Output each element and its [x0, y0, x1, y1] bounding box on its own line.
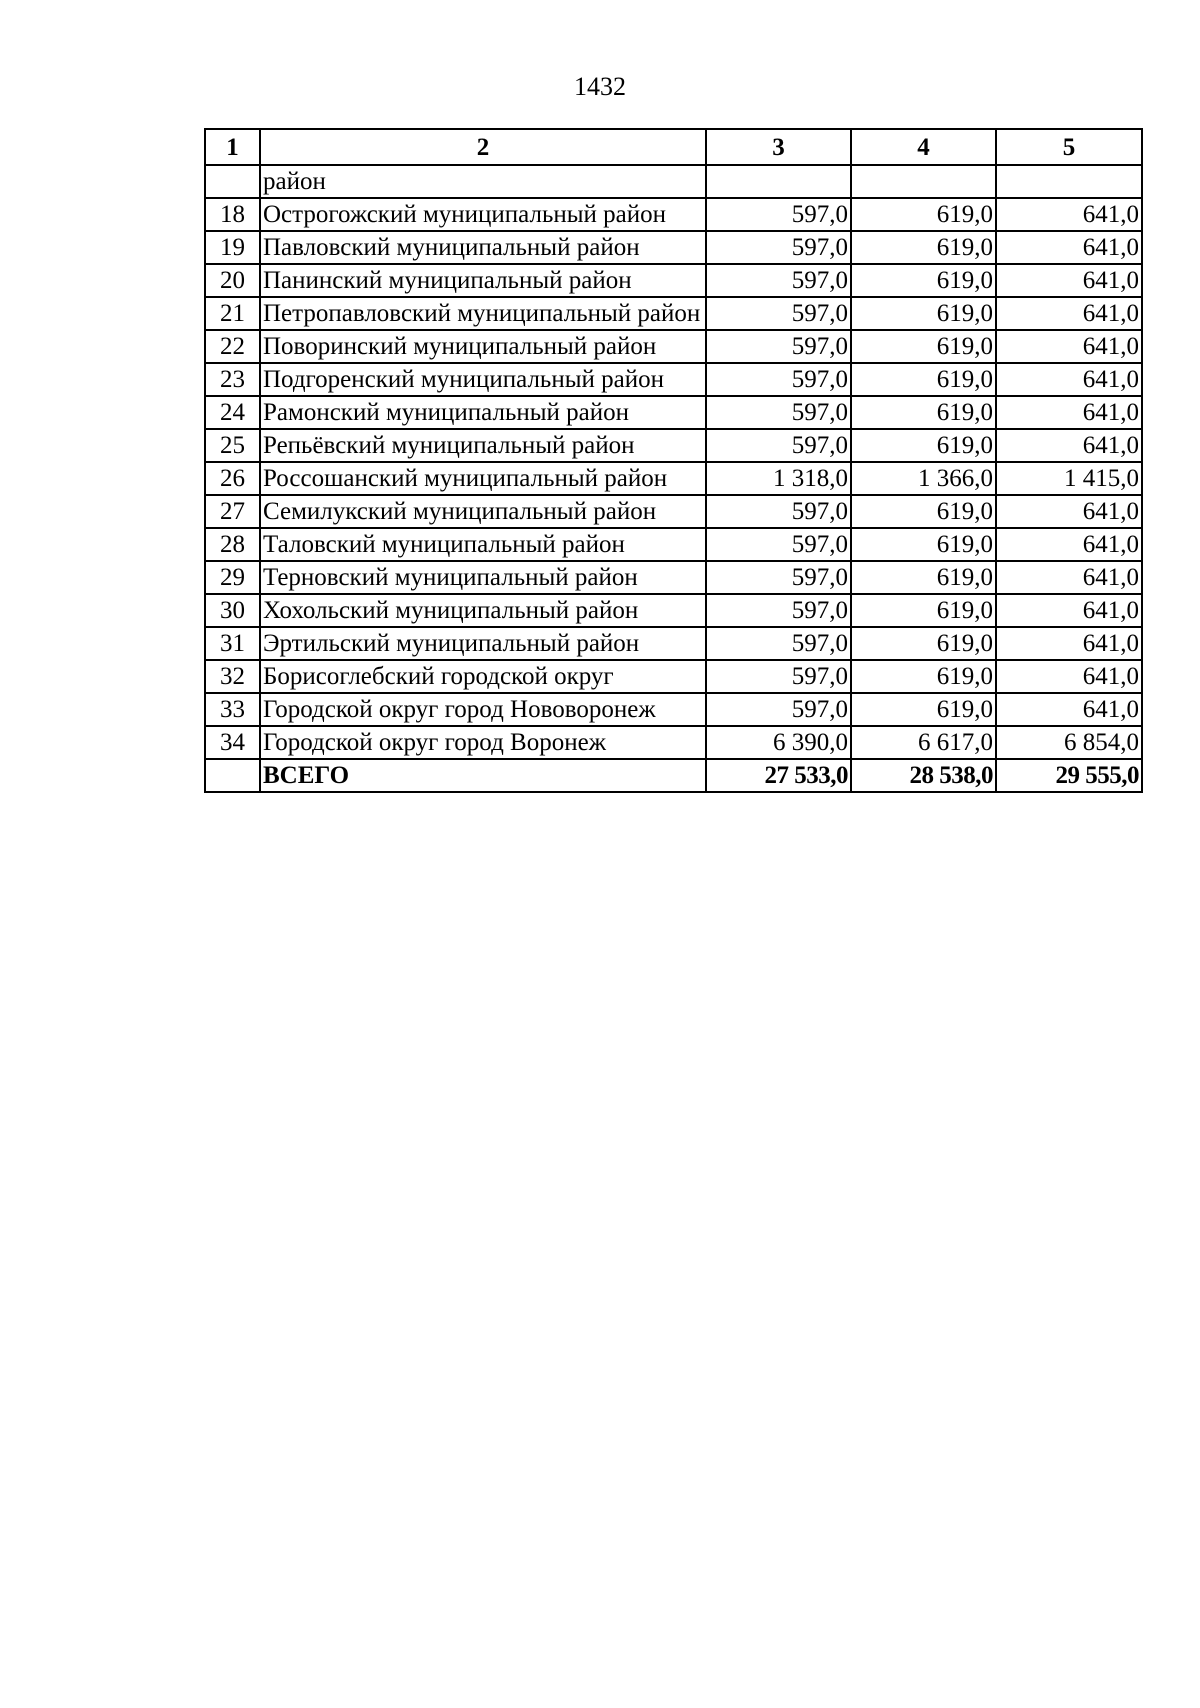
- row-col-4: 619,0: [851, 561, 996, 594]
- row-name: Петропавловский муниципальный район: [260, 297, 706, 330]
- row-col-4: 619,0: [851, 594, 996, 627]
- row-col-5: 641,0: [996, 594, 1142, 627]
- row-number: 20: [205, 264, 260, 297]
- table-row: [205, 693, 1142, 726]
- row-col-3: 597,0: [706, 528, 851, 561]
- row-number: 22: [205, 330, 260, 363]
- total-label: ВСЕГО: [260, 759, 706, 792]
- row-col-4: 619,0: [851, 429, 996, 462]
- table-row: [205, 297, 1142, 330]
- row-col-5: 641,0: [996, 693, 1142, 726]
- table-row: [205, 462, 1142, 495]
- row-col-4: 619,0: [851, 693, 996, 726]
- table-row: [205, 198, 1142, 231]
- table-row: [205, 594, 1142, 627]
- row-col-3: 597,0: [706, 231, 851, 264]
- row-col-5: 641,0: [996, 429, 1142, 462]
- row-name: Городской округ город Нововоронеж: [260, 693, 706, 726]
- row-col-3: 597,0: [706, 297, 851, 330]
- row-number: 23: [205, 363, 260, 396]
- header-col-2: 2: [260, 129, 706, 165]
- row-number: 29: [205, 561, 260, 594]
- row-col-5: 641,0: [996, 363, 1142, 396]
- row-number: 32: [205, 660, 260, 693]
- row-name: Подгоренский муниципальный район: [260, 363, 706, 396]
- row-col-5: 641,0: [996, 330, 1142, 363]
- row-name: Панинский муниципальный район: [260, 264, 706, 297]
- row-name: Хохольский муниципальный район: [260, 594, 706, 627]
- header-col-3: 3: [706, 129, 851, 165]
- header-col-1: 1: [205, 129, 260, 165]
- table-row: [205, 429, 1142, 462]
- table-row: [205, 660, 1142, 693]
- row-col-4: 619,0: [851, 528, 996, 561]
- row-col-3: [706, 165, 851, 198]
- row-number: 34: [205, 726, 260, 759]
- header-col-4: 4: [851, 129, 996, 165]
- table-row: [205, 396, 1142, 429]
- row-col-4: 619,0: [851, 396, 996, 429]
- row-col-3: 597,0: [706, 264, 851, 297]
- row-col-3: 597,0: [706, 693, 851, 726]
- row-number: 27: [205, 495, 260, 528]
- row-col-4: [851, 165, 996, 198]
- row-name: район: [260, 165, 706, 198]
- row-col-3: 597,0: [706, 396, 851, 429]
- row-number: 19: [205, 231, 260, 264]
- row-col-3: 597,0: [706, 495, 851, 528]
- row-name: Рамонский муниципальный район: [260, 396, 706, 429]
- table-row: [205, 726, 1142, 759]
- table-row: [205, 627, 1142, 660]
- row-col-5: 641,0: [996, 627, 1142, 660]
- table-row: [205, 330, 1142, 363]
- row-col-3: 597,0: [706, 198, 851, 231]
- row-number: [205, 165, 260, 198]
- table-row: [205, 264, 1142, 297]
- total-num: [205, 759, 260, 792]
- row-col-4: 619,0: [851, 660, 996, 693]
- row-col-5: 641,0: [996, 561, 1142, 594]
- row-name: Таловский муниципальный район: [260, 528, 706, 561]
- row-number: 18: [205, 198, 260, 231]
- row-col-4: 1 366,0: [851, 462, 996, 495]
- row-name: Городской округ город Воронеж: [260, 726, 706, 759]
- row-number: 30: [205, 594, 260, 627]
- row-number: 25: [205, 429, 260, 462]
- table-row: [205, 363, 1142, 396]
- row-col-3: 597,0: [706, 330, 851, 363]
- total-col-5: 29 555,0: [996, 759, 1142, 792]
- table-row: [205, 495, 1142, 528]
- row-col-5: 6 854,0: [996, 726, 1142, 759]
- row-col-5: 641,0: [996, 297, 1142, 330]
- row-col-3: 597,0: [706, 660, 851, 693]
- row-col-3: 6 390,0: [706, 726, 851, 759]
- row-col-4: 619,0: [851, 627, 996, 660]
- row-col-4: 619,0: [851, 363, 996, 396]
- row-col-3: 597,0: [706, 429, 851, 462]
- row-number: 24: [205, 396, 260, 429]
- row-number: 28: [205, 528, 260, 561]
- row-number: 31: [205, 627, 260, 660]
- row-col-5: 641,0: [996, 660, 1142, 693]
- row-col-4: 619,0: [851, 198, 996, 231]
- row-number: 21: [205, 297, 260, 330]
- row-col-4: 619,0: [851, 264, 996, 297]
- row-number: 26: [205, 462, 260, 495]
- row-col-4: 6 617,0: [851, 726, 996, 759]
- row-col-3: 597,0: [706, 627, 851, 660]
- row-name: Эртильский муниципальный район: [260, 627, 706, 660]
- row-name: Острогожский муниципальный район: [260, 198, 706, 231]
- row-name: Репьёвский муниципальный район: [260, 429, 706, 462]
- table-body: [205, 165, 1142, 792]
- row-col-5: 641,0: [996, 528, 1142, 561]
- row-name: Семилукский муниципальный район: [260, 495, 706, 528]
- row-col-5: 1 415,0: [996, 462, 1142, 495]
- row-col-5: 641,0: [996, 396, 1142, 429]
- row-name: Россошанский муниципальный район: [260, 462, 706, 495]
- table-row: [205, 561, 1142, 594]
- row-col-3: 1 318,0: [706, 462, 851, 495]
- row-col-5: 641,0: [996, 198, 1142, 231]
- row-col-4: 619,0: [851, 231, 996, 264]
- row-number: 33: [205, 693, 260, 726]
- row-name: Терновский муниципальный район: [260, 561, 706, 594]
- table-row: [205, 528, 1142, 561]
- row-col-3: 597,0: [706, 561, 851, 594]
- row-col-5: 641,0: [996, 495, 1142, 528]
- table-row: [205, 165, 1142, 198]
- total-row: [205, 759, 1142, 792]
- row-col-3: 597,0: [706, 594, 851, 627]
- header-col-5: 5: [996, 129, 1142, 165]
- row-col-3: 597,0: [706, 363, 851, 396]
- allocation-table: [204, 128, 1143, 793]
- page-number: 1432: [574, 72, 626, 101]
- row-col-5: 641,0: [996, 264, 1142, 297]
- total-col-4: 28 538,0: [851, 759, 996, 792]
- row-name: Павловский муниципальный район: [260, 231, 706, 264]
- table-row: [205, 231, 1142, 264]
- row-col-5: [996, 165, 1142, 198]
- row-col-5: 641,0: [996, 231, 1142, 264]
- row-col-4: 619,0: [851, 495, 996, 528]
- row-col-4: 619,0: [851, 330, 996, 363]
- row-col-4: 619,0: [851, 297, 996, 330]
- total-col-3: 27 533,0: [706, 759, 851, 792]
- row-name: Борисоглебский городской округ: [260, 660, 706, 693]
- row-name: Поворинский муниципальный район: [260, 330, 706, 363]
- header-row: [205, 129, 1142, 165]
